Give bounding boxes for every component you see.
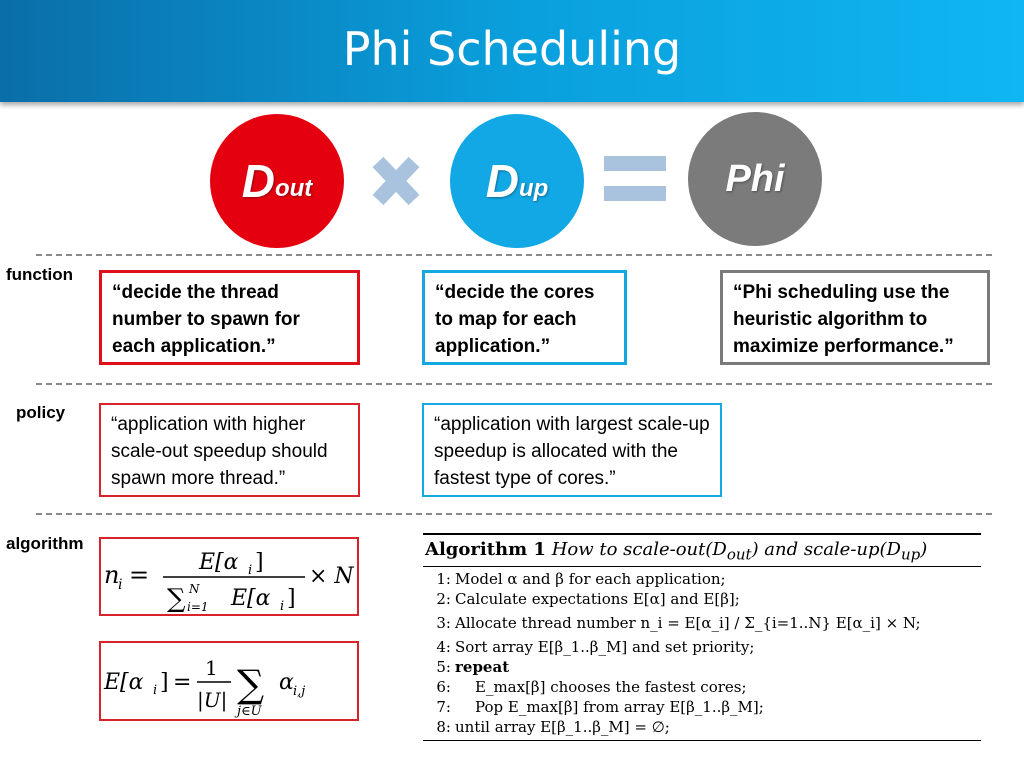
f2-sum-lower: j∈U xyxy=(237,704,262,719)
d-out-sub: out xyxy=(274,175,313,202)
algo-heading xyxy=(423,535,981,566)
f2-num: 1 xyxy=(205,656,218,680)
algo-line-7: 7: Pop E_max[β] from array E[β_1..β_M]; xyxy=(436,697,764,716)
algo-caption-end: ) xyxy=(920,539,928,560)
equals-icon xyxy=(604,156,666,202)
algo-bottom-rule xyxy=(423,740,981,741)
multiply-icon xyxy=(366,150,426,212)
algo-line-3: 3: Allocate thread number n_i = E[α_i] / Σ_{i=1..N} E[α_i] × N; xyxy=(436,613,921,632)
phi-circle xyxy=(688,112,822,246)
f1-den: E[α xyxy=(231,586,271,611)
algo-caption: How to scale-out(D xyxy=(551,539,727,560)
separator-3 xyxy=(36,513,992,515)
formula-thread-number-svg xyxy=(101,539,357,614)
algo-caption-sub1: out xyxy=(726,545,752,564)
f2-equals: = xyxy=(173,670,192,695)
d-up-main: D xyxy=(485,155,519,207)
row-label-policy: policy xyxy=(16,403,66,422)
formula-expectation xyxy=(99,641,359,721)
formula-expectation-svg xyxy=(101,643,357,719)
f1-den-sub: i xyxy=(280,599,285,614)
algo-line-8: 8: until array E[β_1..β_M] = ∅; xyxy=(436,717,670,736)
d-up-circle xyxy=(450,114,584,248)
f1-num-sub: i xyxy=(248,563,253,578)
d-out-circle xyxy=(210,114,344,248)
f2-term: α xyxy=(279,670,294,695)
algo-line-4: 4: Sort array E[β_1..β_M] and set priority; xyxy=(436,637,755,656)
f1-sum-sign: ∑ xyxy=(167,584,186,614)
separator-2 xyxy=(36,383,992,385)
separator-1 xyxy=(36,254,992,256)
f1-num: E[α xyxy=(199,550,239,575)
d-up-sub: up xyxy=(518,175,549,202)
row-label-function: function xyxy=(6,265,74,284)
algo-line-1: 1: Model α and β for each application; xyxy=(436,569,726,588)
phi-label: Phi xyxy=(725,157,785,200)
f2-lhs-close: ] xyxy=(160,670,169,695)
algo-line-6: 6: E_max[β] chooses the fastest cores; xyxy=(436,677,747,696)
function-phi-box: “Phi scheduling use the heuristic algorithm to maximize performance.” xyxy=(720,270,990,365)
f1-lhs-sub: i xyxy=(118,577,123,593)
slide-title: Phi Scheduling xyxy=(342,22,682,76)
policy-d-out-box: “application with higher scale-out speedup should spawn more thread.” xyxy=(99,403,360,497)
f2-lhs-sub: i xyxy=(153,683,158,698)
f2-sum-sign: ∑ xyxy=(237,662,265,706)
algo-header-rule xyxy=(423,566,981,567)
f2-den: |U| xyxy=(197,688,228,712)
algo-name: Algorithm 1 xyxy=(425,539,546,560)
f2-lhs: E[α xyxy=(104,670,144,695)
row-label-algorithm: algorithm xyxy=(6,534,84,553)
formula-thread-number xyxy=(99,537,359,616)
algo-line-2: 2: Calculate expectations E[α] and E[β]; xyxy=(436,589,740,608)
f1-sum-lower: i=1 xyxy=(187,600,209,614)
d-out-main: D xyxy=(241,155,275,207)
algo-caption-sub2: up xyxy=(901,545,921,564)
f1-den-close: ] xyxy=(287,586,296,611)
f1-num-close: ] xyxy=(255,550,264,575)
function-d-out-box: “decide the thread number to spawn for each application.” xyxy=(99,270,360,365)
f1-sum-upper: N xyxy=(189,582,200,596)
algorithm-block xyxy=(423,533,981,741)
algo-line-5: 5: repeat xyxy=(436,657,510,676)
algo-caption-mid: ) and scale-up(D xyxy=(751,539,901,560)
f1-times-n: × N xyxy=(309,564,354,589)
f1-lhs: n xyxy=(104,561,120,589)
function-d-up-box: “decide the cores to map for each application.” xyxy=(422,270,627,365)
f1-equals: = xyxy=(129,561,150,589)
f2-term-sub: i,j xyxy=(293,684,306,699)
policy-d-up-box: “application with largest scale-up speedup is allocated with the fastest type of cores.” xyxy=(422,403,722,497)
